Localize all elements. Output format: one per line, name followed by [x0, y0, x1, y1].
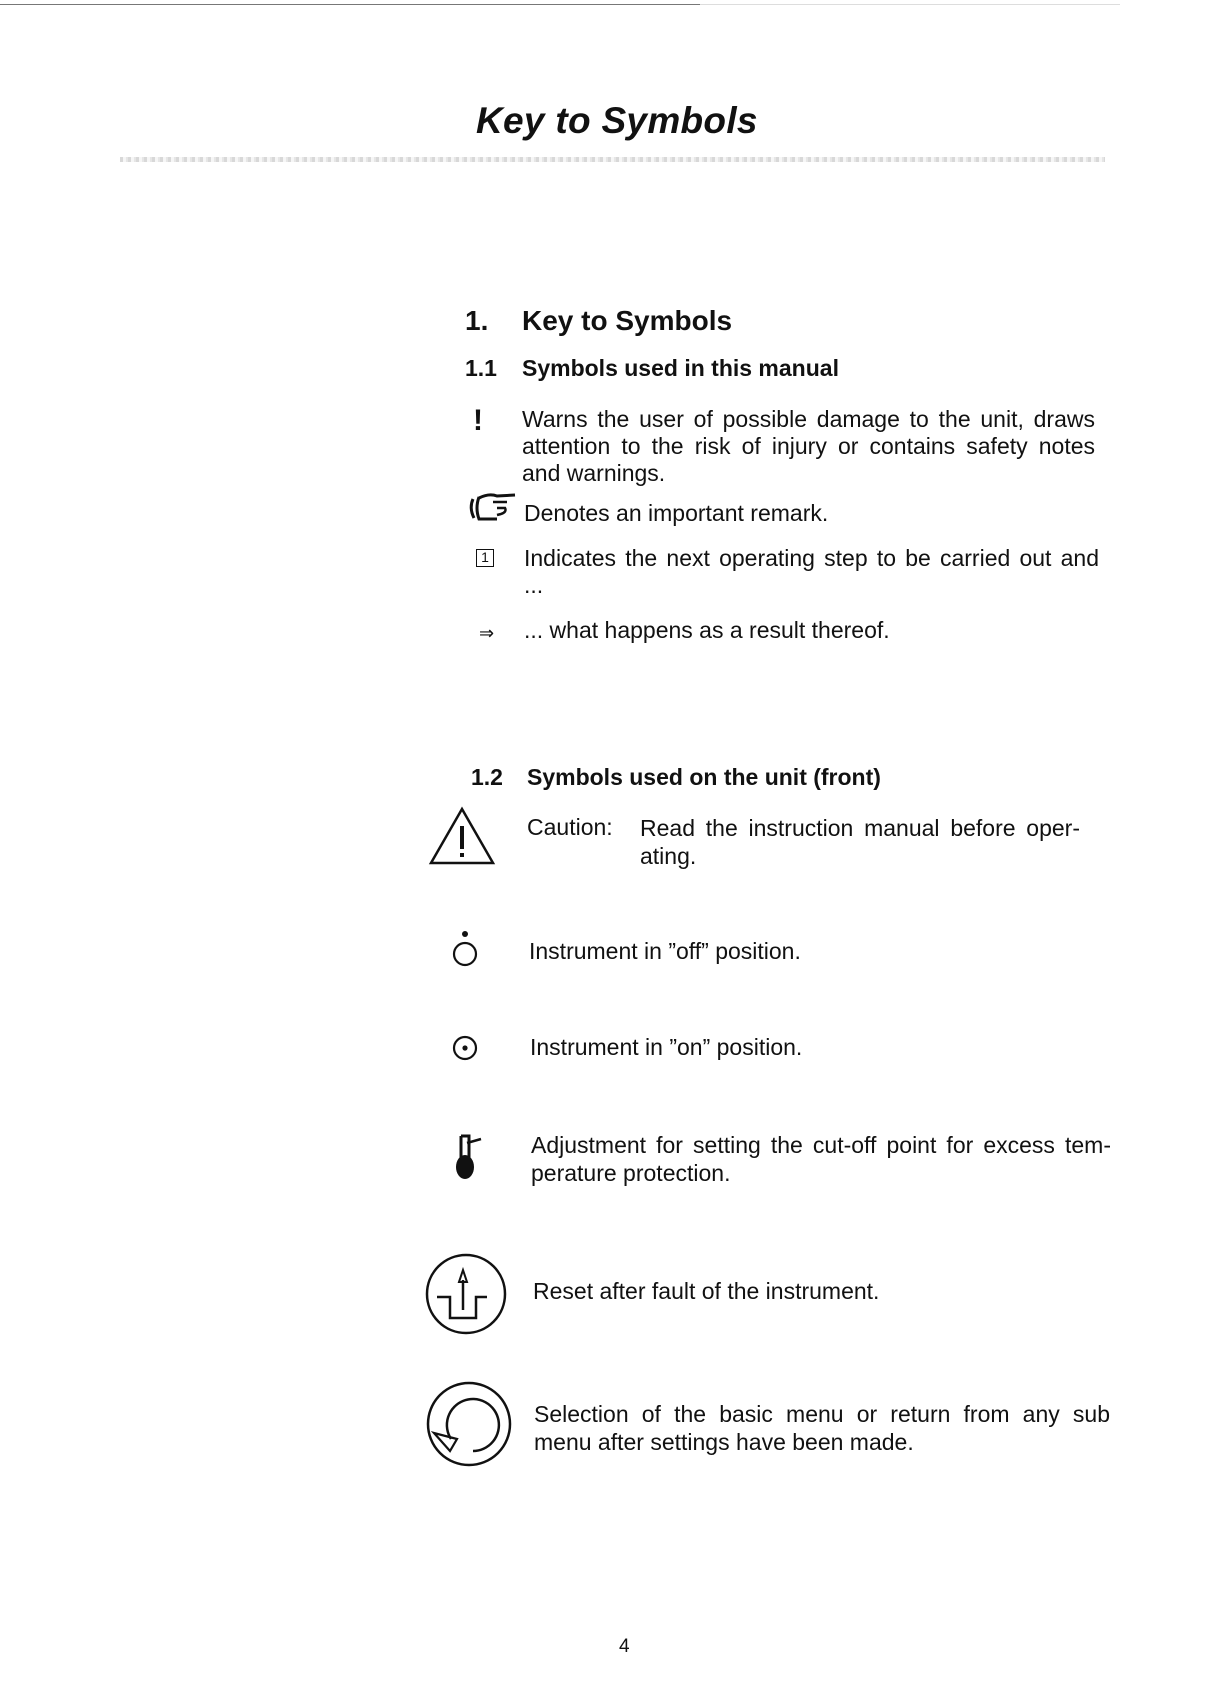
top-rule-faint: [700, 4, 1120, 5]
subsection-title-1-2: Symbols used on the unit (front): [527, 764, 881, 790]
item-on-text: Instrument in ”on” position.: [530, 1034, 803, 1060]
title-underline: [120, 157, 1105, 162]
page-title: Key to Symbols: [476, 100, 758, 141]
item-step-text: Indicates the next operating step to be carried out and ...: [524, 545, 1099, 598]
item-temperature-text: Adjustment for setting the cut-off point for excess tem- perature protection.: [531, 1132, 1111, 1186]
item-result-text: ... what happens as a result thereof.: [524, 617, 890, 643]
item-warning-text: Warns the user of possible damage to the unit, draws attention to the risk of injury or contains safety notes and warnings.: [522, 406, 1095, 486]
page-number: 4: [619, 1636, 630, 1657]
caution-triangle-icon: [428, 806, 496, 866]
exclamation-icon: !: [473, 404, 483, 437]
subsection-title-1-1: Symbols used in this manual: [522, 355, 839, 381]
item-reset-text: Reset after fault of the instrument.: [533, 1278, 880, 1304]
pointing-hand-icon: [467, 491, 519, 525]
subsection-number-1-2: 1.2: [471, 764, 503, 790]
caution-text: Read the instruction manual before oper- ating.: [640, 815, 1080, 869]
menu-return-icon: [425, 1381, 513, 1467]
reset-icon: [424, 1252, 508, 1336]
result-arrow-icon: ⇒: [479, 623, 495, 643]
subsection-number-1-1: 1.1: [465, 355, 497, 381]
thermometer-adjust-icon: [447, 1132, 487, 1182]
item-off-text: Instrument in ”off” position.: [529, 938, 801, 964]
item-remark-text: Denotes an important remark.: [524, 500, 829, 526]
caution-label: Caution:: [527, 814, 613, 840]
power-off-icon: [451, 930, 479, 968]
top-rule: [0, 4, 700, 5]
item-menu-text: Selection of the basic menu or return from any sub menu after settings have been made.: [534, 1401, 1110, 1455]
section-title: Key to Symbols: [522, 305, 733, 336]
step-number-icon: 1: [476, 549, 494, 567]
power-on-icon: [452, 1035, 478, 1061]
section-number: 1.: [465, 305, 489, 336]
